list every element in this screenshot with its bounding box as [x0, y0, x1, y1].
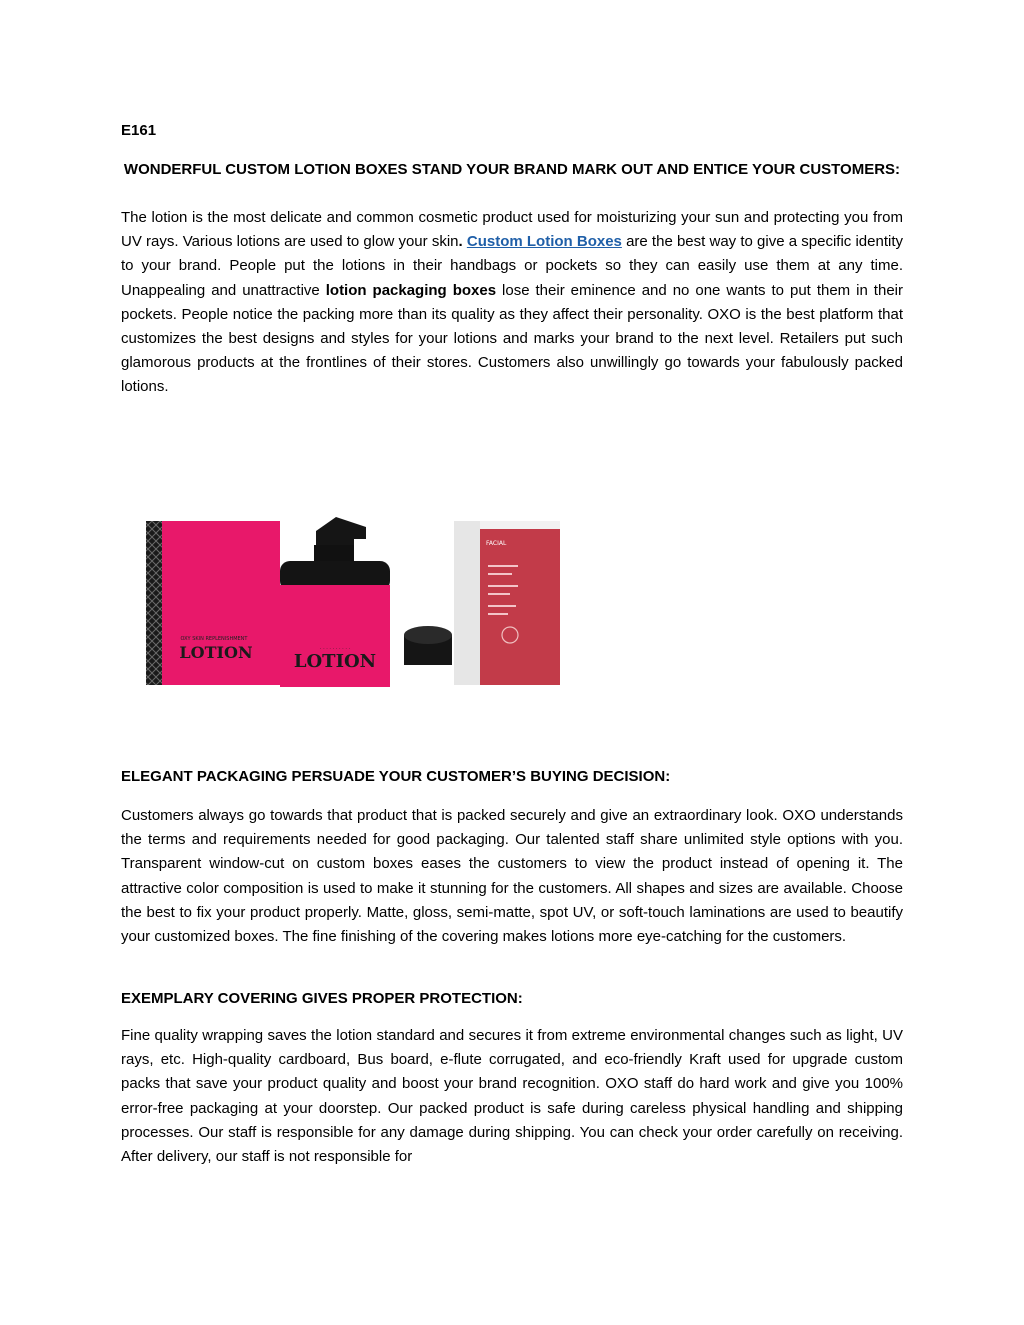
cap-rim [404, 626, 452, 644]
bottle-small-text: · · · · · · · · · · [319, 646, 351, 652]
white-box-side [454, 521, 480, 685]
bottle-big-label: LOTION [293, 651, 377, 672]
pump-collar [314, 545, 354, 563]
lotion-product-illustration [140, 505, 580, 700]
intro-paragraph [121, 206, 903, 400]
intro-text-3: lose their eminence and no one wants to put them in their pockets. People notice the packing more than its quality as they affect their personality. OXO is the best platform that customizes the best designs and styles for your lotions and marks your brand to the next level. Retailers put such glamorous products at the frontlines of their stores. Customers also unwillingly go towards your fabulously packed lotions. [121, 281, 903, 396]
lotion-packaging-boxes-bold: lotion packaging boxes [325, 281, 497, 299]
main-heading: WONDERFUL CUSTOM LOTION BOXES STAND YOUR BRAND MARK OUT AND ENTICE YOUR CUSTOMERS: [123, 161, 901, 178]
box-big-label: LOTION [179, 643, 253, 662]
intro-text-1: The lotion is the most delicate and common cosmetic product used for moisturizing your sun and protecting you from UV rays. Various lotions are used to glow your skin [121, 209, 903, 251]
pump-head [316, 517, 366, 549]
section-2-paragraph: Customers always go towards that product that is packed securely and give an extraordinary look. OXO understands the terms and requirements needed for good packaging. Our talented staff share unlimited style options with you. Transparent window-cut on custom boxes eases the customers to view the product instead of opening it. The attractive color composition is used to make it stunning for the customers. All shapes and sizes are available. Choose the best to fix your product properly. Matte, gloss, semi-matte, spot UV, or soft-touch laminations are used to beautify your customized boxes. The fine finishing of the covering makes lotions more eye-catching for the customers. [121, 807, 903, 946]
custom-lotion-boxes-link[interactable]: Custom Lotion Boxes [466, 233, 622, 251]
section-3-heading: EXEMPLARY COVERING GIVES PROPER PROTECTION: [121, 990, 523, 1007]
section-2-heading: ELEGANT PACKAGING PERSUADE YOUR CUSTOMER’S BUYING DECISION: [121, 768, 671, 785]
lotion-product-image [140, 505, 580, 700]
section-3-paragraph: Fine quality wrapping saves the lotion standard and secures it from extreme environmental changes such as light, UV rays, etc. High-quality cardboard, Bus board, e-flute corrugated, and eco-friendly Kraft used for upgrade custom packs that save your product quality and boost your brand recognition. OXO staff do hard work and give you 100% error-free packaging at your doorstep. Our packed product is safe during careless physical handling and shipping processes. Our staff is responsible for any damage during shipping. You can check your order carefully on receiving. After delivery, our staff is not responsible for [121, 1027, 903, 1166]
box-side-pattern [146, 521, 162, 685]
intro-text-2: are the best way to give a specific identity to your brand. People put the lotions in their handbags or pockets so they can easily use them at any time. Unappealing and unattractive [121, 233, 903, 299]
intro-dot: . [458, 233, 463, 251]
white-box-label: FACIAL [486, 540, 507, 547]
box-small-label: OXY SKIN REPLENISHMENT [180, 636, 248, 642]
document-code: E161 [121, 122, 157, 139]
